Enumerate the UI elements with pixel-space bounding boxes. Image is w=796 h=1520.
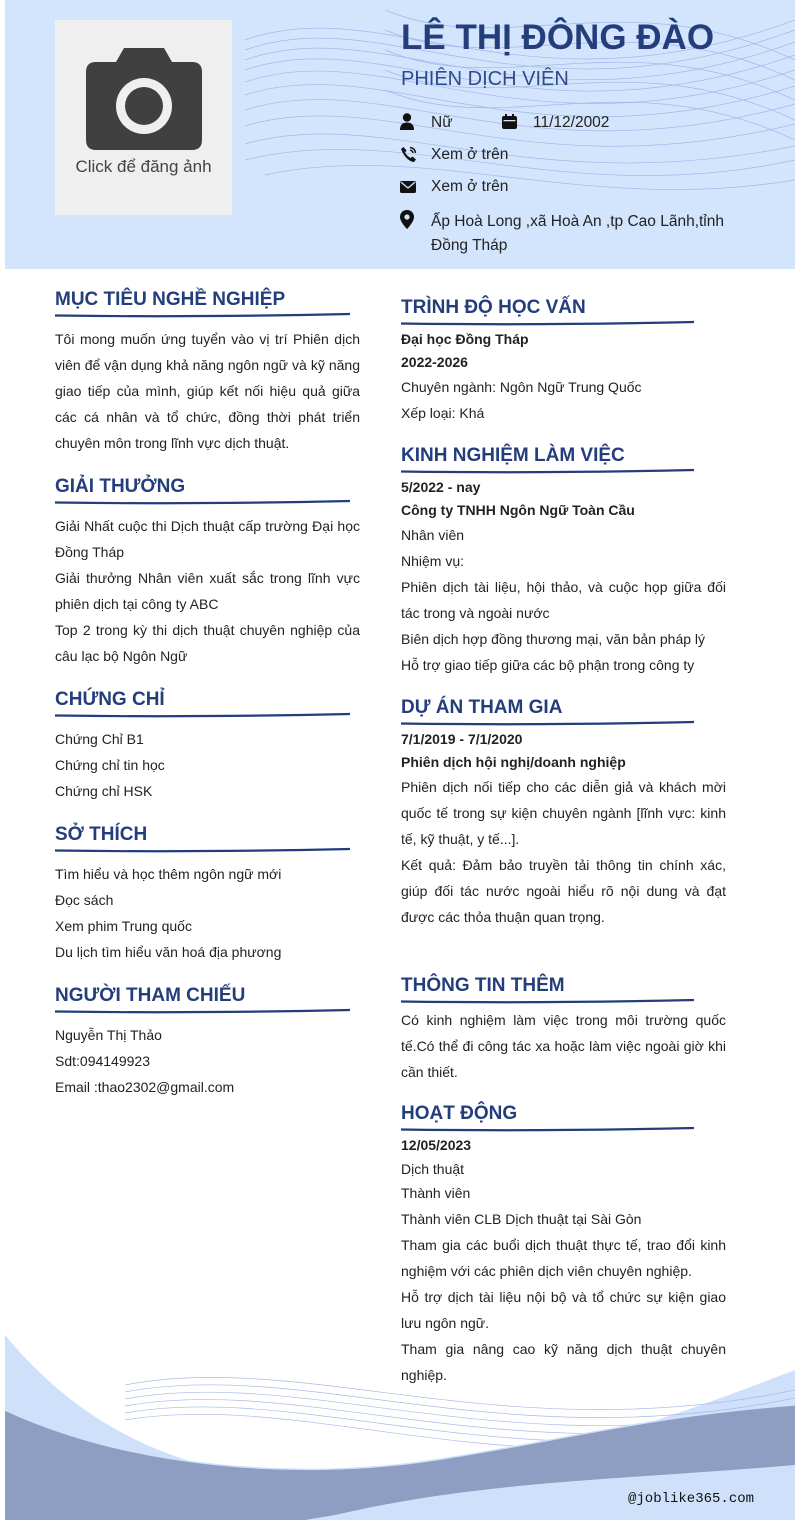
hobbies-section bbox=[55, 824, 350, 853]
gender-value: Nữ bbox=[431, 114, 453, 131]
heading-underline bbox=[401, 1126, 694, 1132]
education-grade: Xếp loại: Khá bbox=[401, 405, 485, 421]
list-item: Giải thưởng Nhân viên xuất sắc trong lĩnh vực phiên dịch tại công ty ABC bbox=[55, 570, 360, 612]
education-section bbox=[401, 297, 694, 326]
reference-phone: Sdt:094149923 bbox=[55, 1053, 150, 1069]
list-item: Hỗ trợ giao tiếp giữa các bộ phận trong công ty bbox=[401, 657, 695, 673]
list-item: Hỗ trợ dịch tài liệu nội bộ và tổ chức sự kiện giao lưu ngôn ngữ. bbox=[401, 1289, 726, 1331]
list-item: Phiên dịch tài liệu, hội thảo, và cuộc họp giữa đối tác trong và ngoài nước bbox=[401, 579, 726, 621]
list-item: Nhân viên bbox=[401, 527, 465, 543]
phone-value: Xem ở trên bbox=[431, 146, 509, 163]
phone-icon bbox=[400, 146, 417, 163]
watermark: @joblike365.com bbox=[628, 1491, 755, 1507]
list-item: Thành viên CLB Dịch thuật tại Sài Gòn bbox=[401, 1211, 642, 1227]
photo-caption: Click để đăng ảnh bbox=[75, 157, 212, 176]
heading-underline bbox=[55, 1008, 350, 1014]
list-item: Biên dịch hợp đồng thương mại, văn bản pháp lý bbox=[401, 631, 706, 647]
job-title: PHIÊN DỊCH VIÊN bbox=[401, 68, 569, 90]
list-item: Du lịch tìm hiểu văn hoá địa phương bbox=[55, 944, 282, 960]
project-period: 7/1/2019 - 7/1/2020 bbox=[401, 731, 523, 747]
experience-heading: KINH NGHIỆM LÀM VIỆC bbox=[401, 445, 625, 466]
experience-details bbox=[401, 476, 726, 678]
list-item: Thành viên bbox=[401, 1185, 471, 1201]
user-icon bbox=[400, 113, 414, 130]
education-details bbox=[401, 328, 726, 426]
additional-text: Có kinh nghiệm làm việc trong môi trường quốc tế.Có thể đi công tác xa hoặc làm việc ngoài giờ khi cần thiết. bbox=[401, 1012, 726, 1080]
address-line-1: Ấp Hoà Long ,xã Hoà An ,tp Cao Lãnh,tỉnh bbox=[431, 213, 724, 230]
camera-icon bbox=[86, 48, 202, 150]
hobbies-list bbox=[55, 861, 360, 965]
list-item: Chứng Chỉ B1 bbox=[55, 731, 144, 747]
heading-underline bbox=[55, 847, 350, 853]
list-item: Tham gia các buổi dịch thuật thực tế, trao đổi kinh nghiệm với các phiên dịch viên chuyên nghiệp. bbox=[401, 1237, 726, 1279]
list-item: Nhiệm vụ: bbox=[401, 553, 465, 569]
awards-heading: GIẢI THƯỞNG bbox=[55, 476, 186, 497]
certificates-section bbox=[55, 689, 350, 718]
heading-underline bbox=[55, 712, 350, 718]
list-item: Dịch thuật bbox=[401, 1161, 465, 1177]
list-item: Tham gia nâng cao kỹ năng dịch thuật chuyên nghiệp. bbox=[401, 1341, 726, 1383]
references-list bbox=[55, 1022, 360, 1100]
education-major: Chuyên ngành: Ngôn Ngữ Trung Quốc bbox=[401, 379, 642, 395]
activities-heading: HOẠT ĐỘNG bbox=[401, 1103, 518, 1124]
hobbies-heading: SỞ THÍCH bbox=[55, 824, 148, 845]
experience-company: Công ty TNHH Ngôn Ngữ Toàn Cầu bbox=[401, 502, 635, 518]
list-item: Kết quả: Đảm bảo truyền tải thông tin chính xác, giúp đối tác nước ngoài hiểu rõ nội dung và đạt được các thỏa thuận quan trọng. bbox=[401, 857, 726, 925]
envelope-icon bbox=[400, 181, 416, 193]
education-heading: TRÌNH ĐỘ HỌC VẤN bbox=[401, 297, 586, 318]
awards-section bbox=[55, 476, 350, 505]
references-section bbox=[55, 985, 350, 1014]
additional-section bbox=[401, 975, 694, 1004]
objective-heading: MỤC TIÊU NGHỀ NGHIỆP bbox=[55, 289, 286, 310]
list-item: Top 2 trong kỳ thi dịch thuật chuyên nghiệp của câu lạc bộ Ngôn Ngữ bbox=[55, 622, 360, 664]
projects-section bbox=[401, 697, 694, 726]
certificates-heading: CHỨNG CHỈ bbox=[55, 689, 165, 710]
birthday-value: 11/12/2002 bbox=[533, 114, 610, 131]
list-item: Phiên dịch nối tiếp cho các diễn giả và khách mời quốc tế trong sự kiện chuyên ngành [lĩnh vực: kinh tế, kỹ thuật, y tế...]. bbox=[401, 779, 726, 847]
project-name: Phiên dịch hội nghị/doanh nghiệp bbox=[401, 754, 626, 770]
candidate-name: LÊ THỊ ĐÔNG ĐÀO bbox=[401, 18, 715, 57]
activity-date: 12/05/2023 bbox=[401, 1137, 472, 1153]
objective-section bbox=[55, 289, 350, 318]
reference-name: Nguyễn Thị Thảo bbox=[55, 1027, 162, 1043]
list-item: Giải Nhất cuộc thi Dịch thuật cấp trường Đại học Đồng Tháp bbox=[55, 518, 360, 560]
list-item: Xem phim Trung quốc bbox=[55, 918, 192, 934]
list-item: Chứng chỉ tin học bbox=[55, 757, 165, 773]
list-item: Chứng chỉ HSK bbox=[55, 783, 153, 799]
resume-page bbox=[5, 0, 795, 1520]
experience-period: 5/2022 - nay bbox=[401, 479, 481, 495]
objective-text: Tôi mong muốn ứng tuyển vào vị trí Phiên dịch viên để vận dụng khả năng ngôn ngữ và kỹ năng giao tiếp của mình, giúp kết nối hiệu quả giữa các cá nhân và tổ chức, đồng thời phát triển chuyên môn trong lĩnh vực dịch thuật. bbox=[55, 331, 360, 451]
certificates-list bbox=[55, 726, 360, 804]
header bbox=[5, 0, 795, 269]
heading-underline bbox=[401, 320, 694, 326]
school-name: Đại học Đồng Tháp bbox=[401, 331, 529, 347]
activities-section bbox=[401, 1103, 694, 1132]
projects-heading: DỰ ÁN THAM GIA bbox=[401, 697, 563, 718]
heading-underline bbox=[401, 998, 694, 1004]
map-pin-icon bbox=[400, 210, 414, 229]
heading-underline bbox=[401, 468, 694, 474]
address-value bbox=[431, 210, 724, 258]
projects-details bbox=[401, 728, 726, 930]
email-value: Xem ở trên bbox=[431, 178, 509, 195]
heading-underline bbox=[55, 499, 350, 505]
calendar-icon bbox=[502, 114, 517, 129]
reference-email: Email :thao2302@gmail.com bbox=[55, 1079, 235, 1095]
additional-heading: THÔNG TIN THÊM bbox=[401, 975, 565, 996]
education-period: 2022-2026 bbox=[401, 354, 468, 370]
address-line-2: Đồng Tháp bbox=[431, 237, 508, 254]
list-item: Tìm hiểu và học thêm ngôn ngữ mới bbox=[55, 866, 282, 882]
references-heading: NGƯỜI THAM CHIẾU bbox=[55, 985, 246, 1006]
experience-section bbox=[401, 445, 694, 474]
heading-underline bbox=[401, 720, 694, 726]
heading-underline bbox=[55, 312, 350, 318]
photo-upload[interactable] bbox=[55, 20, 232, 215]
awards-list bbox=[55, 513, 360, 669]
list-item: Đọc sách bbox=[55, 892, 114, 908]
